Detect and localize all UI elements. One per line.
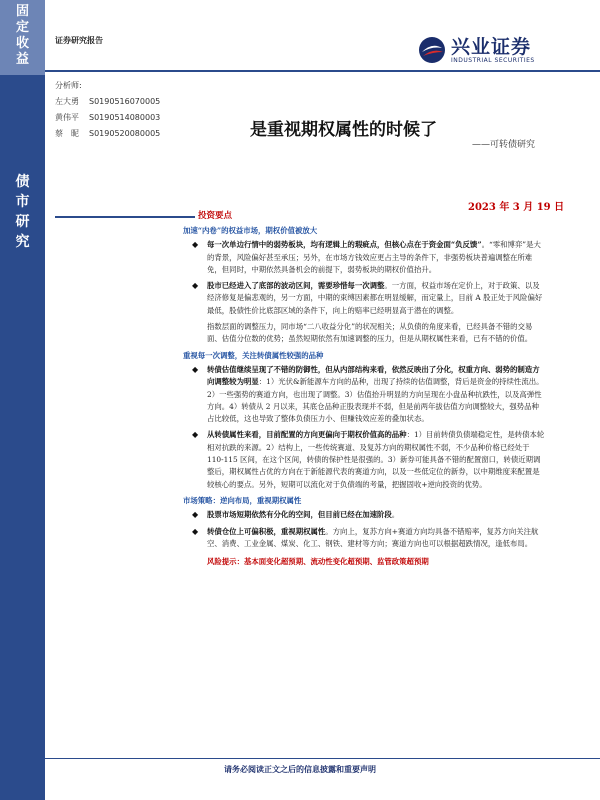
bullet-icon: ◆ <box>192 510 199 520</box>
bullet-key-point: 从转债属性来看，目前配置的方向更偏向于期权价值高的品种 <box>207 430 407 440</box>
analyst-row <box>55 110 160 126</box>
bullet-key-point: 转债仓位上可偏积极，重视期权属性 <box>207 526 326 536</box>
highlights-content <box>183 224 545 568</box>
analyst-label: 分析师: <box>55 81 82 90</box>
risk-warning: 风险提示：基本面变化超预期、流动性变化超预期、监管政策超预期 <box>207 557 429 567</box>
bullet-key-point: 股市已经进入了底部的波动区间，需要珍惜每一次调整 <box>207 281 385 291</box>
bullet-icon: ◆ <box>192 281 199 291</box>
footer-divider <box>45 758 600 759</box>
bullet-item <box>183 526 545 551</box>
bullet-item <box>183 364 545 425</box>
logo-name-cn: 兴业证券 <box>451 35 532 58</box>
bullet-item <box>183 509 545 521</box>
section-heading: 重视每一次调整，关注转债属性较强的品种 <box>183 350 324 360</box>
section-heading: 市场策略：逆向布局，重视期权属性 <box>183 495 302 505</box>
bullet-key-point: 每一次单边行情中的弱势板块，均有逻辑上的瑕疵点，但核心点在于资金面“负反馈” <box>207 240 482 250</box>
bullet-item <box>183 429 545 490</box>
bullet-item <box>183 280 545 317</box>
paragraph: 指数层面的调整压力，同市场“二八收益分化”的状况相关；从负债的角度来看，已经具备不错的交易面、估值分位数的优势；虽然短期依然有加速调整的压力，但是从期权属性来看，已有不错的价值。 <box>207 322 533 344</box>
section-heading: 加速“内卷”的权益市场，期权价值被放大 <box>183 226 318 235</box>
bullet-text: ：1）光伏&新能源车方向的品种，出现了持续的估值调整，背后是资金的持续性流出。2）一些强势的赛道方向，也出现了调整。3）估值抬升明显的方向呈现在小盘品种抗跌性，以及高弹性方向。4）转债从 2 月以来，其底仓品种正股表现并不弱，但是前两年拔估值方向调整较大，强势品种占比较低，这也导致了整体负债压力小、但赚钱效应差的叠加状态。 <box>207 377 544 424</box>
sidebar <box>0 0 45 800</box>
report-subtitle: ——可转债研究 <box>472 140 536 150</box>
analyst-row <box>55 126 160 142</box>
bullet-key-point: 转债估值继续呈现了不错的防御性，但从内部结构来看，依然反映出了分化，权重方向、弱势的制造方向调整较为明显 <box>207 364 540 387</box>
analyst-id: S0190514080003 <box>89 113 161 122</box>
bullet-icon: ◆ <box>192 430 199 440</box>
footer-disclaimer: 请务必阅读正文之后的信息披露和重要声明 <box>224 765 376 774</box>
report-date: 2023 年 3 月 19 日 <box>468 202 565 213</box>
analyst-name: 左大勇 <box>55 97 79 106</box>
bullet-icon: ◆ <box>192 240 199 250</box>
analyst-row <box>55 94 160 110</box>
sidebar-subcategory: 债 市 研 究 <box>15 174 30 250</box>
logo-mark-icon <box>418 36 446 64</box>
bullet-item <box>183 239 545 276</box>
analyst-name: 蔡 昵 <box>55 129 79 138</box>
bullet-icon: ◆ <box>192 526 199 536</box>
bullet-icon: ◆ <box>192 364 199 374</box>
bullet-key-point: 股票市场短期依然有分化的空间，但目前已经在加速阶段 <box>207 510 392 520</box>
bullet-text: 。“零和博弈”是大的背景，风险偏好甚至承压；另外，在市场方钱效应更占主导的条件下，非强势板块普遍调整在所难免，但同时，中期依然具备机会的前提下，弱势板块的期权价值抬升。 <box>207 240 541 274</box>
analyst-id: S0190520080005 <box>89 129 161 138</box>
bullet-text: 。方向上，复苏方向+赛道方向均具备不错赔率，复苏方向关注航空、消费、工业金属、煤炭、化工、钢铁、建材等方向；赛道方向也可以根据超跌情况，逢低布局。 <box>207 526 539 548</box>
highlights-label: 投资要点 <box>198 211 233 221</box>
bullet-text: 。 <box>391 510 400 520</box>
header-divider <box>45 70 600 72</box>
analyst-id: S0190516070005 <box>89 97 161 106</box>
bullet-text: ：1）目前转债负债端稳定性，是转债本轮相对抗跌的来源。2）结构上，一些传统赛道、及复苏方向的期权属性不弱，不少品种价格已经处于 110-115 区间，在这个区间，转债的保护性是很强的。3）新券可能具备不错的配置窗口，转债近期调整后，期权属性占优的方向在于新能源代表的赛道方向，以及一些低定位的新券，以中期维度来配置是较核心的要点。另外，短期可以流化对于负债端的考量，把握固收+逆向投资的优势。 <box>207 430 545 489</box>
bullet-text: 。一方面，权益市场在定价上，对于政策、以及经济修复是偏悲观的，另一方面，中期的束缚因素都在明显缓解，而定量上，目前 A 股正处于风险偏好最低，股债性价比底部区域的条件下，向上的赔率已经明显高于潜在的调整。 <box>207 281 543 315</box>
analyst-block <box>55 78 160 142</box>
analyst-name: 黄伟平 <box>55 113 79 122</box>
sidebar-category: 固 定 收 益 <box>0 0 45 75</box>
report-type-label: 证券研究报告 <box>55 36 103 45</box>
company-logo <box>418 36 535 64</box>
section-rule <box>55 216 195 218</box>
logo-name-en: INDUSTRIAL SECURITIES <box>451 56 535 64</box>
report-title: 是重视期权属性的时候了 <box>250 120 437 140</box>
